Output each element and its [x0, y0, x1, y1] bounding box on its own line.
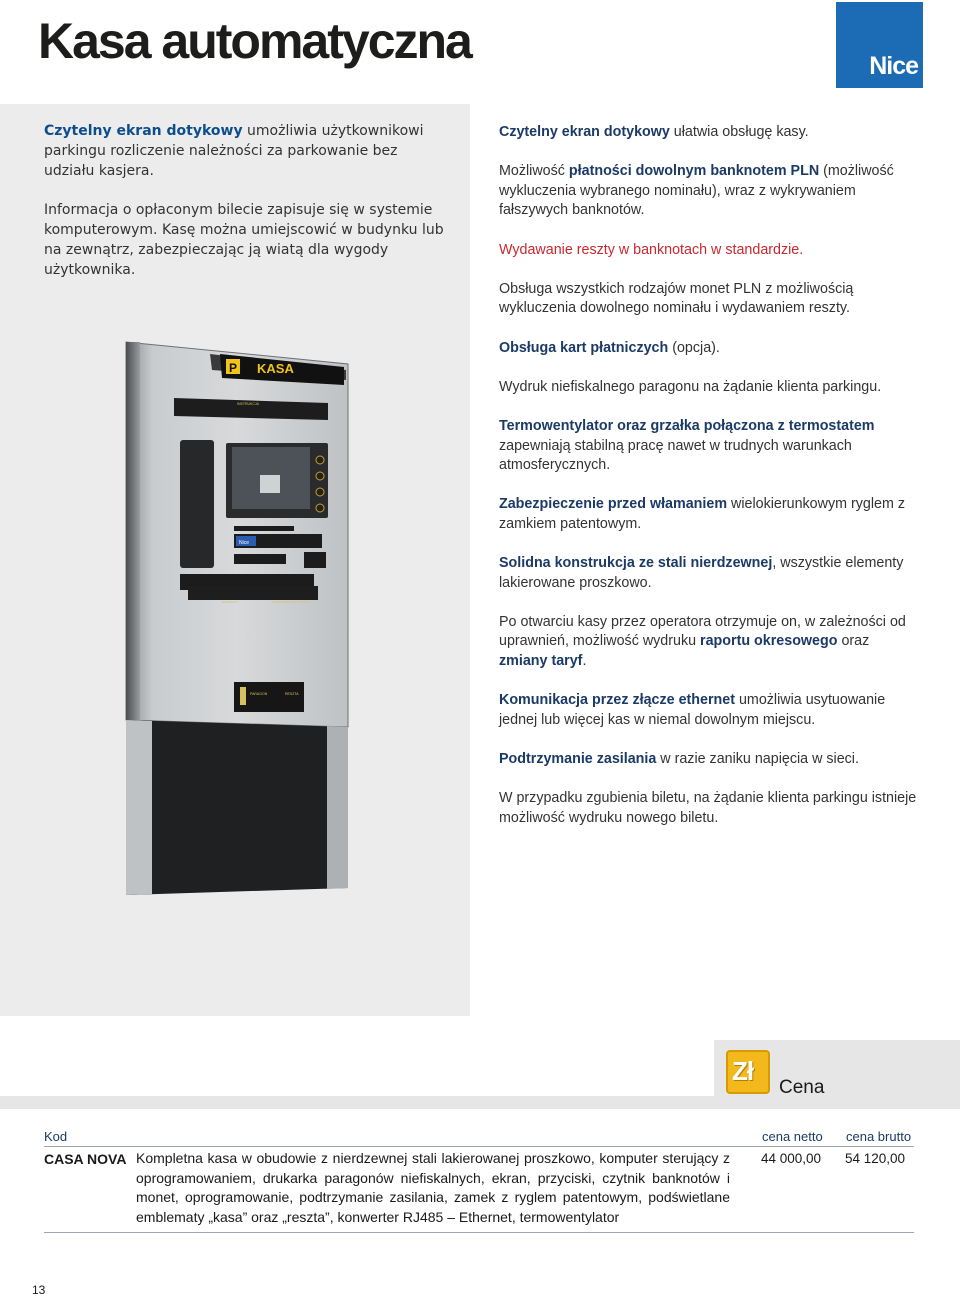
price-netto: 44 000,00: [761, 1151, 822, 1166]
feature-highlight: Obsługa kart płatniczych: [499, 339, 669, 356]
page-title: Kasa automatyczna: [38, 13, 471, 69]
product-description: Kompletna kasa w obudowie z nierdzewnej stali lakierowanej proszkowo, komputer sterujący z oprogramowaniem, drukarka paragonów niefiskalnych, ekran, przyciski, czytnik banknotów i monet, oprogramowanie, podtrzymanie zasilania, zamek z ryglem patentowym, podświetlane emblematy „kasa” oraz „reszta”, konwerter RJ485 – Ethernet, termowentylator: [136, 1150, 730, 1225]
feature-operator: [499, 613, 919, 672]
feature-text: Po otwarciu kasy przez operatora otrzymuje on, w zależności od uprawnień, możliwość wydruku: [499, 613, 906, 650]
feature-text: zapewniają stabilną pracę nawet w trudnych warunkach atmosferycznych.: [499, 437, 852, 474]
logo-text: Nice: [869, 52, 918, 80]
instruction-label: INSTRUKCJA: [237, 402, 259, 406]
intro-paragraph-2: Informacja o opłaconym bilecie zapisuje się w systemie komputerowym. Kasę można umiejscowić w budynku lub na zewnątrz, zabezpieczając ją wiatą dla wygody użytkownika.: [44, 202, 444, 278]
feature-text: Możliwość: [499, 163, 569, 180]
feature-text: , wszystkie elementy lakierowane proszkowo.: [499, 555, 904, 591]
sign-kasa: KASA: [257, 361, 294, 376]
feature-security: [499, 495, 919, 534]
col-header-kod: Kod: [44, 1129, 68, 1144]
feature-highlight: Termowentylator oraz grzałka połączona z termostatem: [499, 417, 875, 434]
feature-text: oraz: [837, 633, 870, 650]
intro-highlight: Czytelny ekran dotykowy: [44, 123, 243, 139]
price-brutto: 54 120,00: [845, 1151, 906, 1166]
feature-text: wielokierunkowym ryglem z zamkiem patentowym.: [499, 496, 905, 532]
nice-logo: [836, 2, 923, 88]
feature-touchscreen: [499, 123, 919, 143]
feature-lost-ticket: W przypadku zgubienia biletu, na żądanie klienta parkingu istnieje możliwość wydruku nowego biletu.: [499, 790, 917, 826]
kiosk-base: [126, 720, 348, 895]
feature-highlight: zmiany taryf: [499, 653, 583, 670]
feature-highlight-red: Wydawanie reszty w banknotach w standardzie.: [499, 241, 804, 258]
feature-heating: [499, 417, 919, 476]
feature-ups: [499, 750, 919, 770]
product-code: CASA NOVA: [44, 1151, 127, 1167]
col-header-netto: cena netto: [762, 1129, 823, 1144]
page-number: 13: [32, 1283, 46, 1297]
price-title: Cena: [779, 1077, 825, 1098]
feature-text: (możliwość wykluczenia wybranego nominału), wraz z wykrywaniem fałszywych banknotów.: [499, 163, 894, 219]
col-header-brutto: cena brutto: [846, 1129, 912, 1144]
intro-text: [44, 121, 444, 299]
banknote-slot: [180, 440, 214, 568]
feature-change: [499, 241, 919, 261]
feature-highlight: Solidna konstrukcja ze stali nierdzewnej: [499, 555, 773, 572]
feature-coins: Obsługa wszystkich rodzajów monet PLN z możliwością wykluczenia dowolnego nominału i wydawaniem reszty.: [499, 280, 854, 317]
feature-text: w razie zaniku napięcia w sieci.: [656, 751, 859, 767]
feature-cards: [499, 339, 919, 359]
features-list: [499, 123, 919, 848]
feature-receipt: Wydruk niefiskalnego paragonu na żądanie klienta parkingu.: [499, 378, 882, 395]
feature-highlight: raportu okresowego: [700, 633, 838, 650]
emblem-banknoty: BANKNOTY: [222, 600, 239, 604]
sign-p: P: [229, 361, 238, 375]
feature-highlight: płatności dowolnym banknotem PLN: [568, 163, 820, 180]
feature-highlight: Czytelny ekran dotykowy: [499, 124, 670, 140]
feature-construction: [499, 554, 919, 593]
feature-text: umożliwia usytuowanie jednej lub więcej kas w niemal dowolnym miejscu.: [499, 692, 886, 728]
currency-icon-text: Zł: [732, 1056, 754, 1086]
feature-text: (opcja).: [668, 339, 720, 356]
screen-logo: Nice: [239, 540, 250, 546]
kiosk-illustration: [122, 340, 362, 900]
emblem-paragon: PARAGON: [250, 692, 268, 696]
intro-paragraph-1: [44, 121, 444, 181]
emblem-reszta: RESZTA: [285, 692, 299, 696]
feature-text: .: [582, 653, 587, 670]
feature-highlight: Podtrzymanie zasilania: [499, 751, 657, 767]
table-bottom-divider: [44, 1232, 914, 1233]
feature-ethernet: [499, 691, 919, 730]
table-header-divider: [44, 1146, 914, 1147]
emblem-karta: KARTA BEZKONTAKTOWA: [272, 600, 310, 604]
feature-highlight: Komunikacja przez złącze ethernet: [499, 692, 735, 709]
feature-highlight: Zabezpieczenie przed włamaniem: [499, 496, 728, 513]
intro-text-rest: umożliwia użytkownikowi parkingu rozliczenie należności za parkowanie bez udziału kasjera.: [44, 123, 424, 179]
feature-text: ułatwia obsługę kasy.: [669, 124, 809, 140]
currency-icon: [726, 1050, 770, 1094]
feature-banknotes: [499, 162, 919, 221]
